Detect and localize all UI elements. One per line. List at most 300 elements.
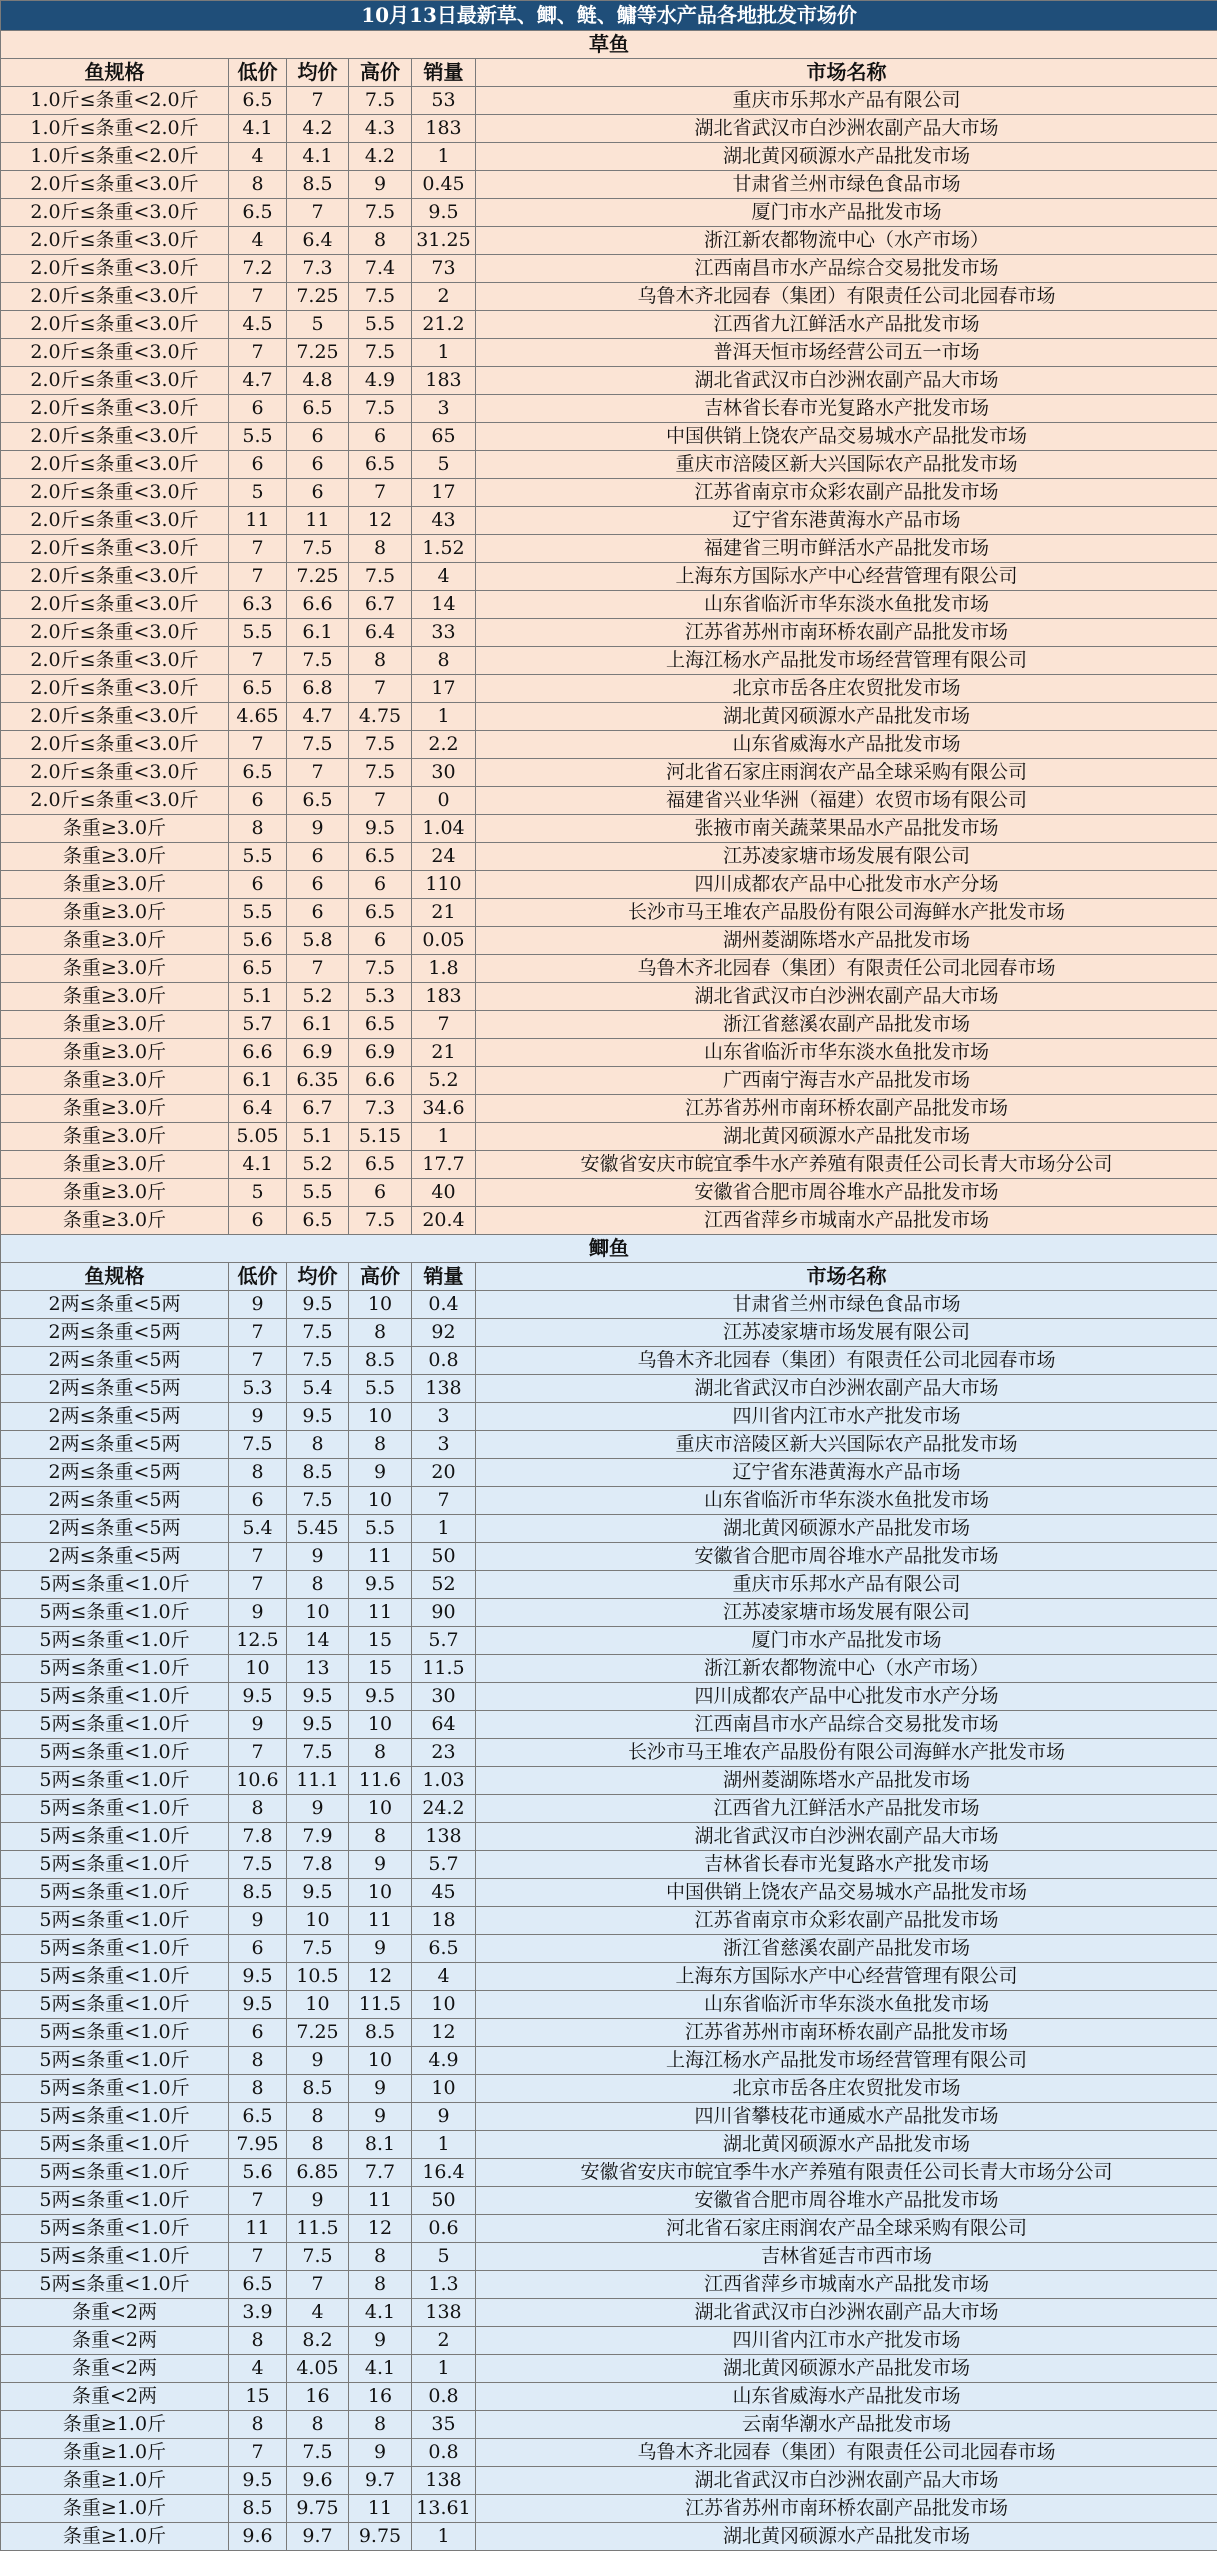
table-cell: 7.95 xyxy=(229,2131,287,2159)
table-cell: 6.1 xyxy=(229,1067,287,1095)
table-cell: 四川成都农产品中心批发市水产分场 xyxy=(476,871,1217,899)
table-cell: 6 xyxy=(229,395,287,423)
table-cell: 10 xyxy=(287,1599,349,1627)
table-row xyxy=(1,115,1217,143)
table-cell: 6 xyxy=(287,899,349,927)
table-cell: 6.1 xyxy=(287,1011,349,1039)
table-cell: 安徽省合肥市周谷堆水产品批发市场 xyxy=(476,2187,1217,2215)
table-cell: 16.4 xyxy=(412,2159,476,2187)
table-cell: 7.5 xyxy=(349,563,412,591)
table-cell: 湖北黄冈硕源水产品批发市场 xyxy=(476,2131,1217,2159)
table-cell: 8.5 xyxy=(287,171,349,199)
table-cell: 4.1 xyxy=(229,115,287,143)
table-row xyxy=(1,423,1217,451)
table-cell: 江西省九江鲜活水产品批发市场 xyxy=(476,311,1217,339)
table-cell: 1.0斤≤条重<2.0斤 xyxy=(1,87,229,115)
table-row xyxy=(1,2411,1217,2439)
table-cell: 2两≤条重<5两 xyxy=(1,1291,229,1319)
table-cell: 4 xyxy=(229,2355,287,2383)
table-row xyxy=(1,1711,1217,1739)
table-row xyxy=(1,2299,1217,2327)
table-cell: 条重≥3.0斤 xyxy=(1,871,229,899)
table-cell: 43 xyxy=(412,507,476,535)
table-row xyxy=(1,395,1217,423)
table-cell: 8.5 xyxy=(349,1347,412,1375)
table-cell: 乌鲁木齐北园春（集团）有限责任公司北园春市场 xyxy=(476,283,1217,311)
table-cell: 5.8 xyxy=(287,927,349,955)
table-cell: 24 xyxy=(412,843,476,871)
table-cell: 34.6 xyxy=(412,1095,476,1123)
table-cell: 四川省内江市水产批发市场 xyxy=(476,1403,1217,1431)
table-cell: 5两≤条重<1.0斤 xyxy=(1,2271,229,2299)
table-cell: 8 xyxy=(229,1459,287,1487)
table-cell: 9 xyxy=(349,1459,412,1487)
table-row xyxy=(1,1767,1217,1795)
table-cell: 24.2 xyxy=(412,1795,476,1823)
table-cell: 7.5 xyxy=(287,647,349,675)
table-cell: 6.5 xyxy=(229,675,287,703)
table-cell: 11.5 xyxy=(412,1655,476,1683)
column-header: 市场名称 xyxy=(476,1263,1217,1291)
table-cell: 2.0斤≤条重<3.0斤 xyxy=(1,171,229,199)
table-cell: 9.5 xyxy=(412,199,476,227)
table-cell: 9 xyxy=(229,1599,287,1627)
table-cell: 5.45 xyxy=(287,1515,349,1543)
table-row xyxy=(1,1683,1217,1711)
table-cell: 0.45 xyxy=(412,171,476,199)
table-row xyxy=(1,1011,1217,1039)
table-cell: 6.5 xyxy=(229,2103,287,2131)
table-cell: 5 xyxy=(229,479,287,507)
table-cell: 1.8 xyxy=(412,955,476,983)
table-cell: 5.4 xyxy=(229,1515,287,1543)
table-cell: 9.5 xyxy=(229,2467,287,2495)
table-cell: 4 xyxy=(412,1963,476,1991)
table-cell: 2两≤条重<5两 xyxy=(1,1543,229,1571)
table-cell: 湖北省武汉市白沙洲农副产品大市场 xyxy=(476,367,1217,395)
table-row xyxy=(1,507,1217,535)
table-cell: 辽宁省东港黄海水产品市场 xyxy=(476,1459,1217,1487)
table-cell: 厦门市水产品批发市场 xyxy=(476,199,1217,227)
table-row xyxy=(1,227,1217,255)
table-cell: 8 xyxy=(349,647,412,675)
table-cell: 10 xyxy=(349,1487,412,1515)
table-cell: 7 xyxy=(287,199,349,227)
table-cell: 9.7 xyxy=(349,2467,412,2495)
table-cell: 6.1 xyxy=(287,619,349,647)
table-cell: 9 xyxy=(349,2075,412,2103)
table-cell: 7.5 xyxy=(349,395,412,423)
table-cell: 5.5 xyxy=(349,311,412,339)
table-cell: 0.6 xyxy=(412,2215,476,2243)
table-cell: 0 xyxy=(412,787,476,815)
table-cell: 浙江省慈溪农副产品批发市场 xyxy=(476,1935,1217,1963)
table-cell: 5两≤条重<1.0斤 xyxy=(1,1655,229,1683)
table-cell: 11 xyxy=(349,1599,412,1627)
table-cell: 8 xyxy=(229,2075,287,2103)
table-cell: 条重≥3.0斤 xyxy=(1,1123,229,1151)
table-cell: 2.0斤≤条重<3.0斤 xyxy=(1,227,229,255)
table-cell: 30 xyxy=(412,759,476,787)
table-row xyxy=(1,1095,1217,1123)
table-cell: 2.0斤≤条重<3.0斤 xyxy=(1,759,229,787)
table-cell: 5两≤条重<1.0斤 xyxy=(1,1795,229,1823)
table-cell: 0.8 xyxy=(412,1347,476,1375)
table-row xyxy=(1,2047,1217,2075)
table-cell: 10 xyxy=(349,1291,412,1319)
table-cell: 5两≤条重<1.0斤 xyxy=(1,1963,229,1991)
table-cell: 20.4 xyxy=(412,1207,476,1235)
table-row xyxy=(1,1739,1217,1767)
table-row xyxy=(1,955,1217,983)
table-cell: 2两≤条重<5两 xyxy=(1,1431,229,1459)
table-cell: 2.0斤≤条重<3.0斤 xyxy=(1,339,229,367)
table-cell: 吉林省长春市光复路水产批发市场 xyxy=(476,1851,1217,1879)
table-cell: 江苏凌家塘市场发展有限公司 xyxy=(476,1599,1217,1627)
table-cell: 上海江杨水产品批发市场经营管理有限公司 xyxy=(476,2047,1217,2075)
table-row xyxy=(1,283,1217,311)
table-row xyxy=(1,787,1217,815)
table-cell: 9.5 xyxy=(349,1571,412,1599)
table-cell: 湖北黄冈硕源水产品批发市场 xyxy=(476,2355,1217,2383)
table-cell: 9.5 xyxy=(287,1403,349,1431)
table-cell: 10 xyxy=(287,1991,349,2019)
table-cell: 江西南昌市水产品综合交易批发市场 xyxy=(476,1711,1217,1739)
table-cell: 1 xyxy=(412,339,476,367)
table-cell: 9 xyxy=(229,1907,287,1935)
table-cell: 7 xyxy=(229,283,287,311)
table-cell: 10.6 xyxy=(229,1767,287,1795)
table-cell: 2.0斤≤条重<3.0斤 xyxy=(1,311,229,339)
table-cell: 183 xyxy=(412,367,476,395)
table-cell: 5两≤条重<1.0斤 xyxy=(1,2215,229,2243)
table-cell: 条重≥3.0斤 xyxy=(1,843,229,871)
table-cell: 5两≤条重<1.0斤 xyxy=(1,2131,229,2159)
table-cell: 30 xyxy=(412,1683,476,1711)
table-cell: 5两≤条重<1.0斤 xyxy=(1,1823,229,1851)
table-row xyxy=(1,2495,1217,2523)
table-cell: 9 xyxy=(349,1935,412,1963)
table-cell: 5.2 xyxy=(412,1067,476,1095)
table-cell: 7.4 xyxy=(349,255,412,283)
table-cell: 上海东方国际水产中心经营管理有限公司 xyxy=(476,563,1217,591)
table-row xyxy=(1,759,1217,787)
table-cell: 9.6 xyxy=(229,2523,287,2551)
table-cell: 4.9 xyxy=(349,367,412,395)
table-row xyxy=(1,815,1217,843)
table-cell: 4.5 xyxy=(229,311,287,339)
table-cell: 4 xyxy=(229,143,287,171)
table-cell: 4.1 xyxy=(287,143,349,171)
table-cell: 65 xyxy=(412,423,476,451)
table-cell: 8 xyxy=(349,227,412,255)
table-row xyxy=(1,2075,1217,2103)
table-cell: 17 xyxy=(412,479,476,507)
table-cell: 1.3 xyxy=(412,2271,476,2299)
table-cell: 6.6 xyxy=(349,1067,412,1095)
table-cell: 183 xyxy=(412,115,476,143)
table-cell: 5.1 xyxy=(287,1123,349,1151)
table-cell: 6.6 xyxy=(287,591,349,619)
table-cell: 条重<2两 xyxy=(1,2327,229,2355)
table-cell: 9 xyxy=(349,2327,412,2355)
section-header-row xyxy=(1,31,1217,59)
table-row xyxy=(1,1599,1217,1627)
table-cell: 2.0斤≤条重<3.0斤 xyxy=(1,787,229,815)
table-cell: 21 xyxy=(412,1039,476,1067)
table-cell: 2.0斤≤条重<3.0斤 xyxy=(1,395,229,423)
table-cell: 6.5 xyxy=(412,1935,476,1963)
table-cell: 9 xyxy=(412,2103,476,2131)
table-cell: 7 xyxy=(287,2271,349,2299)
table-cell: 5.2 xyxy=(287,983,349,1011)
table-cell: 2两≤条重<5两 xyxy=(1,1459,229,1487)
table-cell: 2.0斤≤条重<3.0斤 xyxy=(1,451,229,479)
table-cell: 11 xyxy=(229,507,287,535)
table-cell: 3 xyxy=(412,1403,476,1431)
table-cell: 条重≥3.0斤 xyxy=(1,1151,229,1179)
table-cell: 5 xyxy=(287,311,349,339)
table-cell: 7.25 xyxy=(287,2019,349,2047)
table-row xyxy=(1,1991,1217,2019)
table-cell: 7.3 xyxy=(287,255,349,283)
table-cell: 6.5 xyxy=(349,1151,412,1179)
table-cell: 4.75 xyxy=(349,703,412,731)
table-cell: 0.8 xyxy=(412,2383,476,2411)
table-cell: 6.5 xyxy=(349,899,412,927)
table-row xyxy=(1,2383,1217,2411)
table-cell: 6.5 xyxy=(229,955,287,983)
table-row xyxy=(1,87,1217,115)
table-cell: 5.5 xyxy=(349,1375,412,1403)
table-row xyxy=(1,1851,1217,1879)
table-cell: 条重≥3.0斤 xyxy=(1,983,229,1011)
table-row xyxy=(1,899,1217,927)
table-cell: 云南华潮水产品批发市场 xyxy=(476,2411,1217,2439)
table-cell: 13.61 xyxy=(412,2495,476,2523)
table-cell: 安徽省合肥市周谷堆水产品批发市场 xyxy=(476,1543,1217,1571)
table-cell: 湖北省武汉市白沙洲农副产品大市场 xyxy=(476,2299,1217,2327)
table-cell: 4.7 xyxy=(287,703,349,731)
table-cell: 湖北黄冈硕源水产品批发市场 xyxy=(476,1515,1217,1543)
table-cell: 安徽省安庆市皖宜季牛水产养殖有限责任公司长青大市场分公司 xyxy=(476,1151,1217,1179)
table-row xyxy=(1,703,1217,731)
table-cell: 6.35 xyxy=(287,1067,349,1095)
table-cell: 7.5 xyxy=(229,1851,287,1879)
table-cell: 2两≤条重<5两 xyxy=(1,1375,229,1403)
table-cell: 11 xyxy=(349,1907,412,1935)
table-cell: 6.7 xyxy=(349,591,412,619)
page-title: 10月13日最新草、鲫、鲢、鳙等水产品各地批发市场价 xyxy=(1,1,1217,31)
table-cell: 1.52 xyxy=(412,535,476,563)
table-cell: 138 xyxy=(412,1823,476,1851)
table-cell: 2两≤条重<5两 xyxy=(1,1347,229,1375)
table-cell: 12 xyxy=(349,1963,412,1991)
table-cell: 2.0斤≤条重<3.0斤 xyxy=(1,591,229,619)
table-row xyxy=(1,1151,1217,1179)
table-cell: 重庆市乐邦水产品有限公司 xyxy=(476,1571,1217,1599)
table-cell: 7 xyxy=(229,731,287,759)
table-cell: 5两≤条重<1.0斤 xyxy=(1,1907,229,1935)
table-cell: 64 xyxy=(412,1711,476,1739)
column-header: 高价 xyxy=(349,59,412,87)
table-cell: 7 xyxy=(229,2439,287,2467)
table-cell: 乌鲁木齐北园春（集团）有限责任公司北园春市场 xyxy=(476,2439,1217,2467)
table-cell: 33 xyxy=(412,619,476,647)
table-row xyxy=(1,1823,1217,1851)
table-cell: 安徽省合肥市周谷堆水产品批发市场 xyxy=(476,1179,1217,1207)
table-cell: 6 xyxy=(229,787,287,815)
table-row xyxy=(1,1375,1217,1403)
table-cell: 5.7 xyxy=(412,1851,476,1879)
table-cell: 7 xyxy=(287,87,349,115)
table-row xyxy=(1,1067,1217,1095)
table-cell: 8 xyxy=(229,2047,287,2075)
table-cell: 2 xyxy=(412,2327,476,2355)
table-cell: 2.2 xyxy=(412,731,476,759)
table-cell: 7.5 xyxy=(349,955,412,983)
table-cell: 河北省石家庄雨润农产品全球采购有限公司 xyxy=(476,2215,1217,2243)
table-cell: 条重≥3.0斤 xyxy=(1,1067,229,1095)
table-cell: 5两≤条重<1.0斤 xyxy=(1,1599,229,1627)
table-cell: 1 xyxy=(412,703,476,731)
table-cell: 7 xyxy=(229,339,287,367)
table-cell: 江苏凌家塘市场发展有限公司 xyxy=(476,1319,1217,1347)
table-cell: 73 xyxy=(412,255,476,283)
table-cell: 条重≥1.0斤 xyxy=(1,2467,229,2495)
table-cell: 10 xyxy=(349,2047,412,2075)
table-cell: 9 xyxy=(229,1291,287,1319)
table-cell: 12 xyxy=(349,507,412,535)
table-cell: 甘肃省兰州市绿色食品市场 xyxy=(476,171,1217,199)
table-cell: 0.05 xyxy=(412,927,476,955)
table-cell: 9 xyxy=(229,1711,287,1739)
table-cell: 7.2 xyxy=(229,255,287,283)
table-cell: 7.25 xyxy=(287,339,349,367)
table-cell: 5.5 xyxy=(349,1515,412,1543)
table-row xyxy=(1,1879,1217,1907)
table-cell: 5两≤条重<1.0斤 xyxy=(1,2243,229,2271)
table-cell: 条重<2两 xyxy=(1,2383,229,2411)
table-cell: 9.75 xyxy=(287,2495,349,2523)
table-cell: 8 xyxy=(349,1823,412,1851)
table-cell: 5两≤条重<1.0斤 xyxy=(1,1683,229,1711)
table-cell: 5.2 xyxy=(287,1151,349,1179)
table-cell: 4.1 xyxy=(229,1151,287,1179)
table-cell: 中国供销上饶农产品交易城水产品批发市场 xyxy=(476,1879,1217,1907)
table-cell: 0.4 xyxy=(412,1291,476,1319)
table-row xyxy=(1,1291,1217,1319)
table-cell: 8 xyxy=(349,535,412,563)
table-cell: 浙江省慈溪农副产品批发市场 xyxy=(476,1011,1217,1039)
table-cell: 1 xyxy=(412,2131,476,2159)
table-cell: 长沙市马王堆农产品股份有限公司海鲜水产批发市场 xyxy=(476,1739,1217,1767)
table-cell: 5.05 xyxy=(229,1123,287,1151)
table-cell: 92 xyxy=(412,1319,476,1347)
table-row xyxy=(1,675,1217,703)
table-row xyxy=(1,171,1217,199)
table-cell: 5两≤条重<1.0斤 xyxy=(1,1767,229,1795)
table-row xyxy=(1,1543,1217,1571)
table-cell: 山东省临沂市华东淡水鱼批发市场 xyxy=(476,1039,1217,1067)
table-cell: 8 xyxy=(229,2411,287,2439)
table-cell: 4.9 xyxy=(412,2047,476,2075)
table-row xyxy=(1,2439,1217,2467)
table-cell: 14 xyxy=(412,591,476,619)
table-cell: 6.5 xyxy=(229,2271,287,2299)
table-cell: 6.4 xyxy=(229,1095,287,1123)
table-cell: 重庆市涪陵区新大兴国际农产品批发市场 xyxy=(476,451,1217,479)
table-row xyxy=(1,1795,1217,1823)
table-cell: 山东省临沂市华东淡水鱼批发市场 xyxy=(476,1991,1217,2019)
table-cell: 9.5 xyxy=(229,1963,287,1991)
table-row xyxy=(1,535,1217,563)
table-cell: 湖北黄冈硕源水产品批发市场 xyxy=(476,703,1217,731)
table-cell: 4.05 xyxy=(287,2355,349,2383)
table-cell: 8 xyxy=(287,1571,349,1599)
table-cell: 8 xyxy=(349,2271,412,2299)
table-cell: 湖北省武汉市白沙洲农副产品大市场 xyxy=(476,983,1217,1011)
table-cell: 5.3 xyxy=(349,983,412,1011)
table-row xyxy=(1,1907,1217,1935)
table-cell: 6 xyxy=(287,423,349,451)
table-cell: 3 xyxy=(412,1431,476,1459)
table-cell: 6.9 xyxy=(287,1039,349,1067)
table-cell: 5两≤条重<1.0斤 xyxy=(1,2103,229,2131)
table-cell: 4 xyxy=(412,563,476,591)
table-cell: 四川省攀枝花市通威水产品批发市场 xyxy=(476,2103,1217,2131)
table-cell: 16 xyxy=(349,2383,412,2411)
table-cell: 山东省临沂市华东淡水鱼批发市场 xyxy=(476,1487,1217,1515)
table-cell: 上海东方国际水产中心经营管理有限公司 xyxy=(476,1963,1217,1991)
table-cell: 16 xyxy=(287,2383,349,2411)
table-cell: 6.85 xyxy=(287,2159,349,2187)
table-cell: 1 xyxy=(412,1515,476,1543)
table-cell: 35 xyxy=(412,2411,476,2439)
table-cell: 11 xyxy=(349,2495,412,2523)
table-cell: 6.5 xyxy=(287,787,349,815)
column-header-row xyxy=(1,1263,1217,1291)
table-cell: 江苏省南京市众彩农副产品批发市场 xyxy=(476,1907,1217,1935)
table-cell: 5两≤条重<1.0斤 xyxy=(1,1991,229,2019)
table-cell: 7.5 xyxy=(349,87,412,115)
table-cell: 6 xyxy=(349,1179,412,1207)
table-cell: 7.5 xyxy=(287,1487,349,1515)
table-cell: 7.5 xyxy=(287,1347,349,1375)
table-row xyxy=(1,339,1217,367)
table-cell: 2 xyxy=(412,283,476,311)
table-cell: 5两≤条重<1.0斤 xyxy=(1,1571,229,1599)
table-cell: 5两≤条重<1.0斤 xyxy=(1,2187,229,2215)
table-cell: 10.5 xyxy=(287,1963,349,1991)
table-cell: 10 xyxy=(349,1403,412,1431)
table-cell: 条重≥3.0斤 xyxy=(1,1039,229,1067)
table-cell: 2.0斤≤条重<3.0斤 xyxy=(1,675,229,703)
table-cell: 2.0斤≤条重<3.0斤 xyxy=(1,255,229,283)
table-cell: 江苏省苏州市南环桥农副产品批发市场 xyxy=(476,619,1217,647)
table-cell: 9.5 xyxy=(287,1711,349,1739)
table-row xyxy=(1,2467,1217,2495)
table-row xyxy=(1,647,1217,675)
table-cell: 53 xyxy=(412,87,476,115)
table-cell: 7 xyxy=(229,1319,287,1347)
table-cell: 5.6 xyxy=(229,2159,287,2187)
table-row xyxy=(1,1431,1217,1459)
table-cell: 1.04 xyxy=(412,815,476,843)
table-row xyxy=(1,871,1217,899)
table-cell: 90 xyxy=(412,1599,476,1627)
table-cell: 7.5 xyxy=(349,1207,412,1235)
